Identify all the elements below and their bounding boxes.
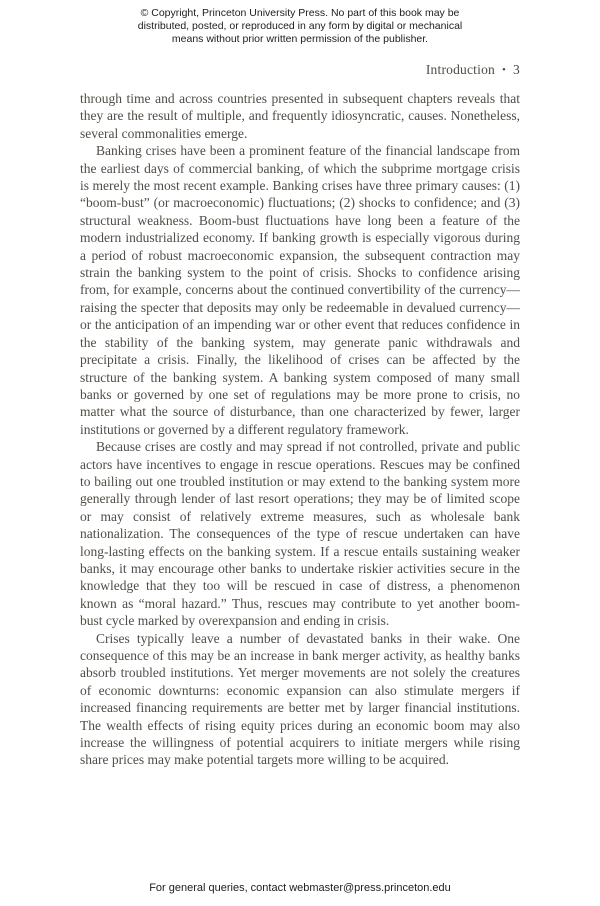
chapter-title: Introduction xyxy=(425,62,495,77)
page-number: 3 xyxy=(513,62,520,77)
bullet-separator-icon: • xyxy=(501,64,507,76)
body-paragraph: Crises typically leave a number of devastated banks in their wake. One consequence of this may be an increase in bank merger activity, as healthy banks absorb troubled institutions. Yet merger movements are not solely the creatures of economic downturns: economic expansion can also stimulate mergers if increased financing requirements are better met by larger financial institutions. The wealth effects of rising equity prices during an economic boom may also increase the willingness of potential acquirers to initiate mergers while rising share prices may make potential targets more willing to be acquired. xyxy=(80,630,520,768)
body-paragraph: through time and across countries presented in subsequent chapters reveals that they are the result of multiple, and frequently idiosyncratic, causes. Nonetheless, several commonalities emerge. xyxy=(80,91,520,141)
running-head xyxy=(426,62,520,78)
body-paragraph: Banking crises have been a prominent feature of the financial landscape from the earliest days of commercial banking, of which the subprime mortgage crisis is merely the most recent example. Banking crises have three primary causes: (1) “boom-bust” (or macroeconomic) fluctuations; (2) shocks to confidence; and (3) structural weakness. Boom-bust fluctuations have long been a feature of the modern industrialized economy. If banking growth is especially vigorous during a period of robust macroeconomic expansion, the subsequent contraction may strain the banking system to the point of crisis. Shocks to confidence arising from, for example, concerns about the continued convertibility of the currency—raising the specter that deposits may only be redeemable in devalued currency—or the anticipation of an impending war or other event that reduces confidence in the stability of the banking system, may generate panic withdrawals and precipitate a crisis. Finally, the likelihood of crises can be affected by the structure of the banking system. A banking system composed of many small banks or governed by one set of regulations may be more prone to crisis, no matter what the source of disturbance, than one characterized by fewer, larger institutions or governed by a different regulatory framework. xyxy=(80,143,520,437)
copyright-notice: © Copyright, Princeton University Press. No part of this book may be distributed, posted, or reproduced in any form by digital or mechanical means without prior written permission of the publisher. xyxy=(137,7,463,45)
body-paragraph: Because crises are costly and may spread if not controlled, private and public actors have incentives to engage in rescue operations. Rescues may be confined to bailing out one troubled institution or may extend to the banking system more generally through lender of last resort operations; they may be of limited scope or may consist of relatively extreme measures, such as wholesale bank nationalization. The consequences of the type of rescue undertaken can have long-lasting effects on the banking system. If a rescue entails sustaining weaker banks, it may encourage other banks to undertake riskier activities secure in the knowledge that they too will be rescued in case of distress, a phenomenon known as “moral hazard.” Thus, rescues may contribute to yet another boom-bust cycle marked by overexpansion and ending in crisis. xyxy=(80,439,520,629)
body-text-block xyxy=(80,90,520,769)
footer-contact-note: For general queries, contact webmaster@press.princeton.edu xyxy=(149,882,451,894)
